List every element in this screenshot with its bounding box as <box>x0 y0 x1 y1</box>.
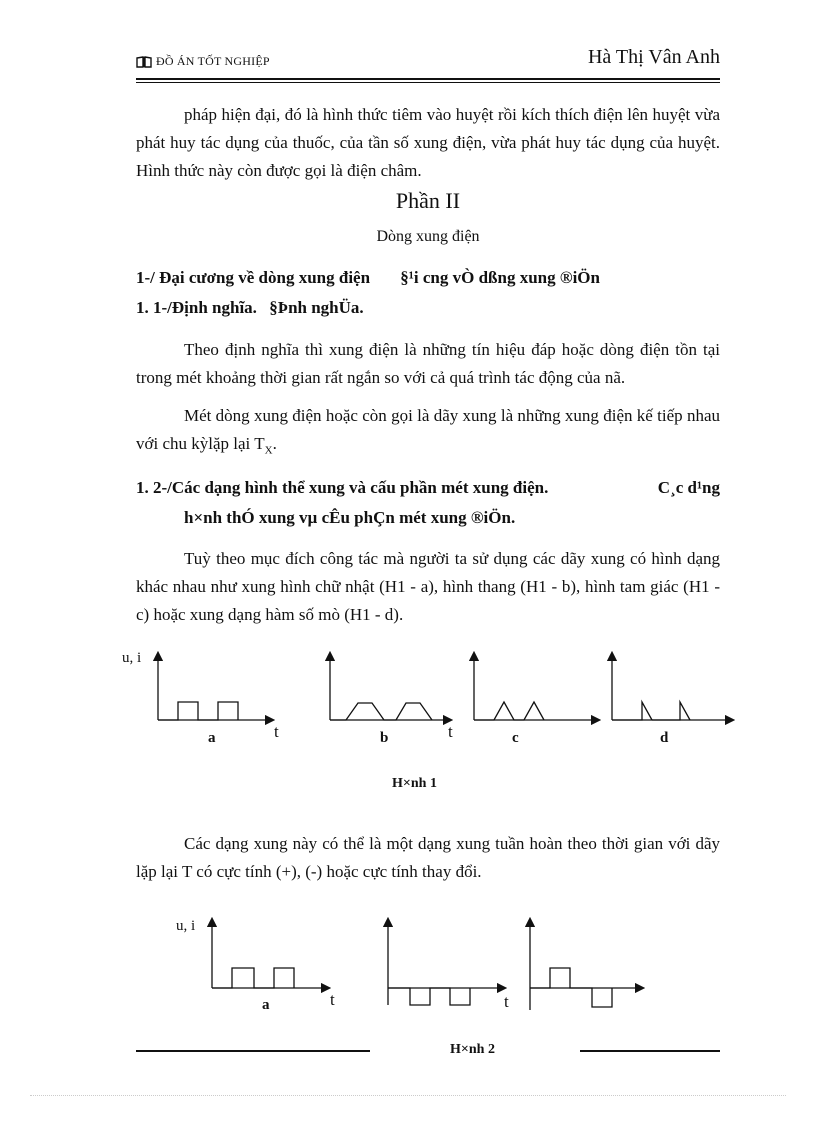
fig2-label-a: a <box>262 997 270 1013</box>
section-1-1-title: 1. 1-/Định nghĩa. <box>136 298 257 317</box>
paragraph-intro-text: pháp hiện đại, đó là hình thức tiêm vào huyệt rồi kích thích điện lên huyệt vừa phát huy tác dụng của thuốc, của tần số xung điện, vừa phát huy tác dụng của huyệt. Hình thức này còn được gọi là điện châm. <box>136 105 720 180</box>
page-bottom-dotted-edge <box>30 1095 786 1096</box>
fig2-panel-negative <box>388 922 502 1005</box>
part-title: Phần II <box>395 188 461 213</box>
section-1-1-garbled: §Þnh nghÜa. <box>269 298 364 317</box>
fig1-label-c: c <box>512 730 519 746</box>
footer-rule-left <box>136 1050 370 1052</box>
fig2-panel-alternating <box>530 922 640 1010</box>
fig1-ylabel: u, i <box>122 650 142 666</box>
fig2-panel-positive <box>212 922 326 988</box>
fig2-ylabel: u, i <box>176 918 196 934</box>
fig1-tlabel-a: t <box>274 722 279 741</box>
paragraph-definition: Theo định nghĩa thì xung điện là những tín hiệu đáp hoặc dòng điện tồn tại trong mét khoảng thời gian rất ngắn so với cả quá trình tác động của nã. <box>136 340 720 387</box>
footer-rule-right <box>580 1050 720 1052</box>
section-1-2-title: 1. 2-/Các dạng hình thể xung và cấu phần mét xung điện. <box>136 478 549 497</box>
header-author: Hà Thị Vân Anh <box>587 46 720 68</box>
fig2-tlabel-b: t <box>504 992 509 1011</box>
fig1-label-a: a <box>208 730 216 746</box>
section-1-garbled: §¹i cng vÒ dßng xung ®iÖn <box>400 268 600 287</box>
fig1-caption: H×nh 1 <box>392 776 437 791</box>
fig2-tlabel-a: t <box>330 990 335 1009</box>
section-1-2-garbled-1: C¸c d¹ng <box>657 478 720 497</box>
header-doc-title: ĐỒ ÁN TỐT NGHIỆP <box>156 54 270 68</box>
paragraph-pulse-train-text: Mét dòng xung điện hoặc còn gọi là dãy xung là những xung điện kế tiếp nhau với chu kỳlặp lại T <box>136 406 720 453</box>
paragraph-periodic: Các dạng xung này có thể là một dạng xung tuần hoàn theo thời gian với dãy lặp lại T có cực tính (+), (-) hoặc cực tính thay đổi. <box>136 834 720 881</box>
paragraph-pulse-train-end: . <box>272 434 277 453</box>
fig2-caption: H×nh 2 <box>450 1042 495 1057</box>
fig1-tlabel-b: t <box>448 722 453 741</box>
period-subscript: X <box>264 444 273 457</box>
fig1-label-d: d <box>660 730 669 746</box>
paragraph-pulse-shapes: Tuỳ theo mục đích công tác mà người ta sử dụng các dãy xung có hình dạng khác nhau như xung hình chữ nhật (H1 - a), hình thang (H1 - b), hình tam giác (H1 - c) hoặc xung dạng hàm số mò (H1 - d). <box>136 549 720 624</box>
section-1-title: 1-/ Đại cương về dòng xung điện <box>136 268 371 287</box>
fig1-label-b: b <box>380 730 389 746</box>
part-subtitle: Dòng xung điện <box>376 228 480 245</box>
section-1-2-garbled-2: h×nh thÓ xung vµ cÊu phÇn mét xung ®iÖn. <box>184 508 516 527</box>
